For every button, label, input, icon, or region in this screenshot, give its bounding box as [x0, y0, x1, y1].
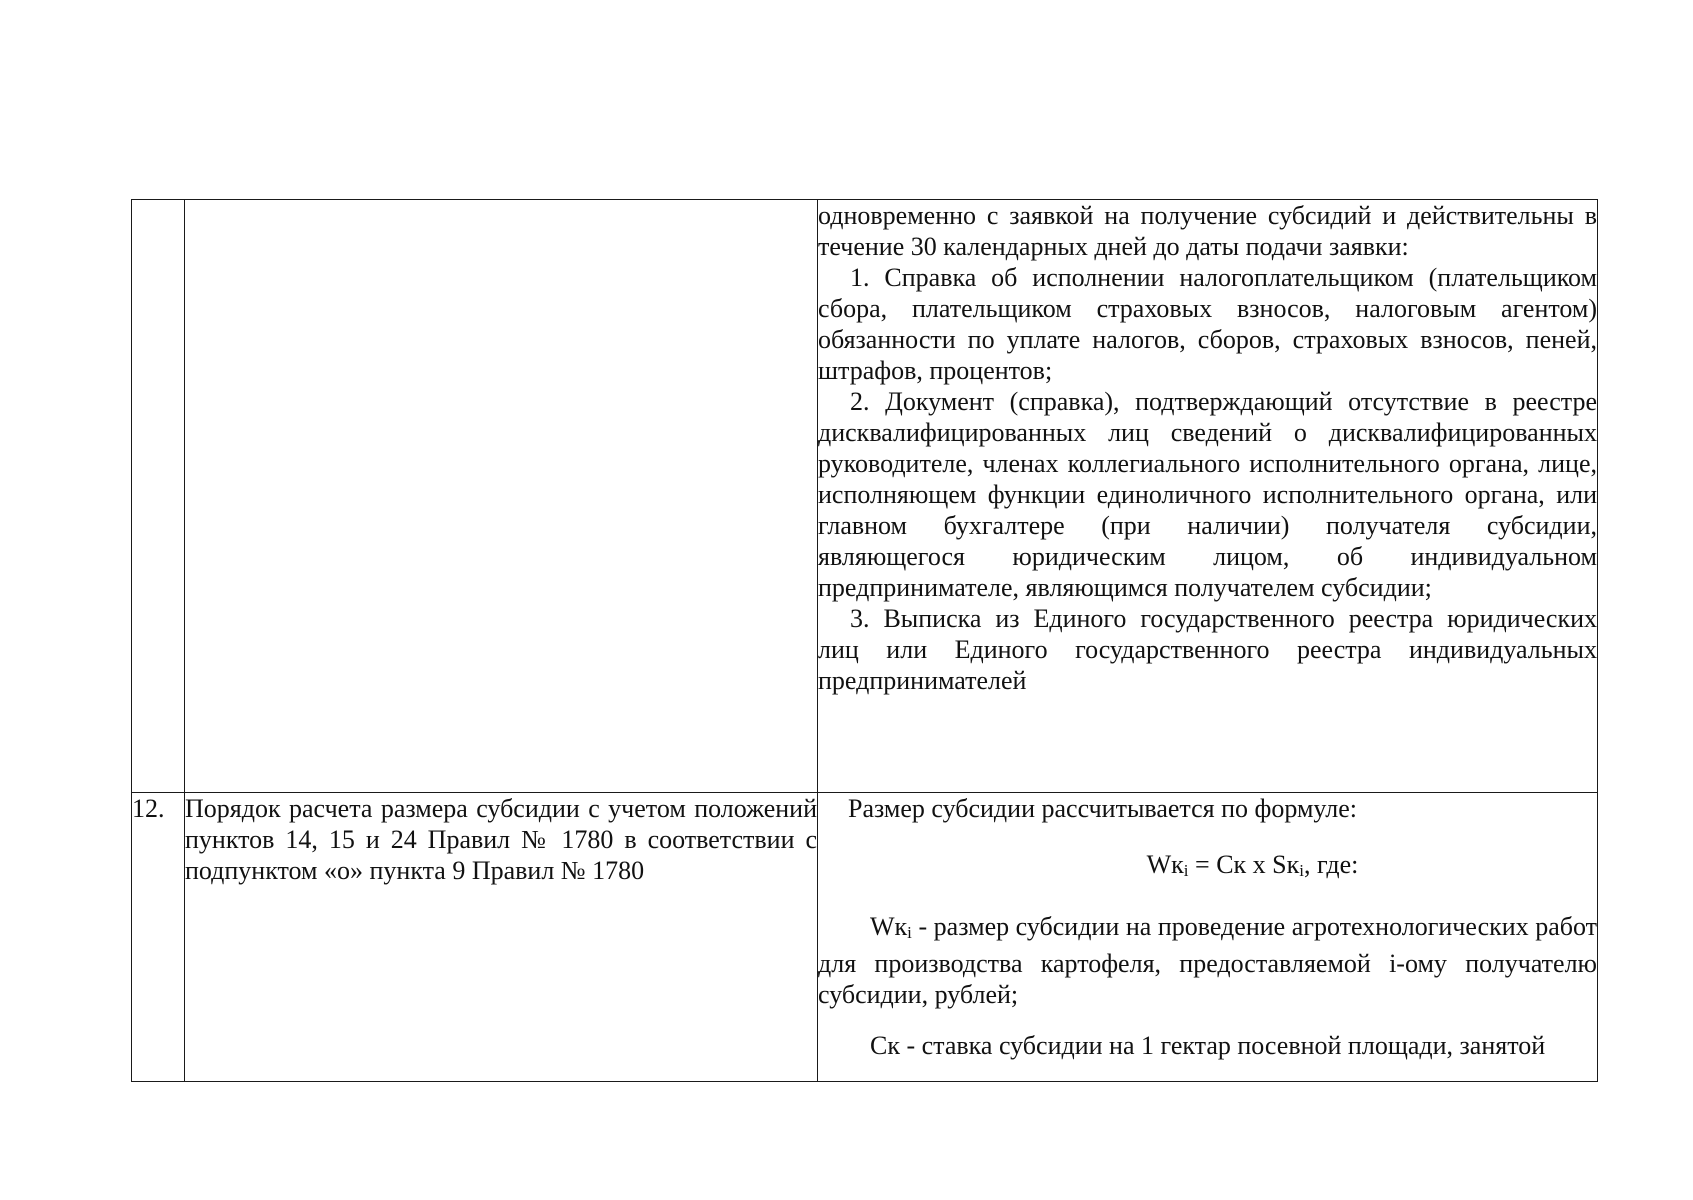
row-content-cell — [818, 793, 1598, 1082]
document-item-3: 3. Выписка из Единого государственного реестра юридических лиц или Единого государственного реестра индивидуальных предпринимателей — [818, 604, 1597, 695]
formula-rhs: = Ск x Sк — [1188, 850, 1300, 879]
definition-w-text: - размер субсидии на проведение агротехнологических работ для производства картофеля, предоставляемой i-ому получателю субсидии, рублей; — [818, 912, 1597, 1009]
formula-intro: Размер субсидии рассчитывается по формуле: — [848, 794, 1358, 823]
row-content-cell — [818, 200, 1598, 793]
document-table — [131, 199, 1598, 1082]
row-name-cell — [185, 200, 818, 793]
subsidy-formula — [818, 849, 1597, 886]
row-name-cell: Порядок расчета размера субсидии с учетом положений пунктов 14, 15 и 24 Правил № 1780 в соответствии с подпунктом «о» пункта 9 Правил № 1780 — [185, 793, 818, 1082]
definition-w-symbol: Wк — [870, 912, 908, 941]
definition-w-index: i — [907, 923, 912, 942]
formula-lhs: Wк — [1146, 850, 1184, 879]
document-item-1: 1. Справка об исполнении налогоплательщиком (плательщиком сбора, плательщиком страховых взносов, налоговым агентом) обязанности по уплате налогов, сборов, страховых взносов, пеней, штрафов, процентов; — [818, 263, 1597, 385]
row-number-cell — [132, 200, 185, 793]
table-row — [132, 793, 1598, 1082]
table-row — [132, 200, 1598, 793]
definition-w — [818, 911, 1597, 1010]
definition-c: Ск - ставка субсидии на 1 гектар посевной площади, занятой — [870, 1031, 1546, 1060]
documents-intro: одновременно с заявкой на получение субсидий и действительны в течение 30 календарных дней до даты подачи заявки: — [818, 201, 1597, 261]
row-number-cell: 12. — [132, 793, 185, 1082]
document-item-2: 2. Документ (справка), подтверждающий отсутствие в реестре дисквалифицированных лиц сведений о дисквалифицированных руководителе, членах коллегиального исполнительного органа, лице, исполняющем функции единоличного исполнительного органа, или главном бухгалтере (при наличии) получателя субсидии, являющегося юридическим лицом, об индивидуальном предпринимателе, являющимся получателем субсидии; — [818, 387, 1597, 602]
formula-tail: , где: — [1304, 850, 1359, 879]
formula-lhs-index: i — [1183, 861, 1189, 880]
formula-rhs-index: i — [1299, 861, 1304, 880]
